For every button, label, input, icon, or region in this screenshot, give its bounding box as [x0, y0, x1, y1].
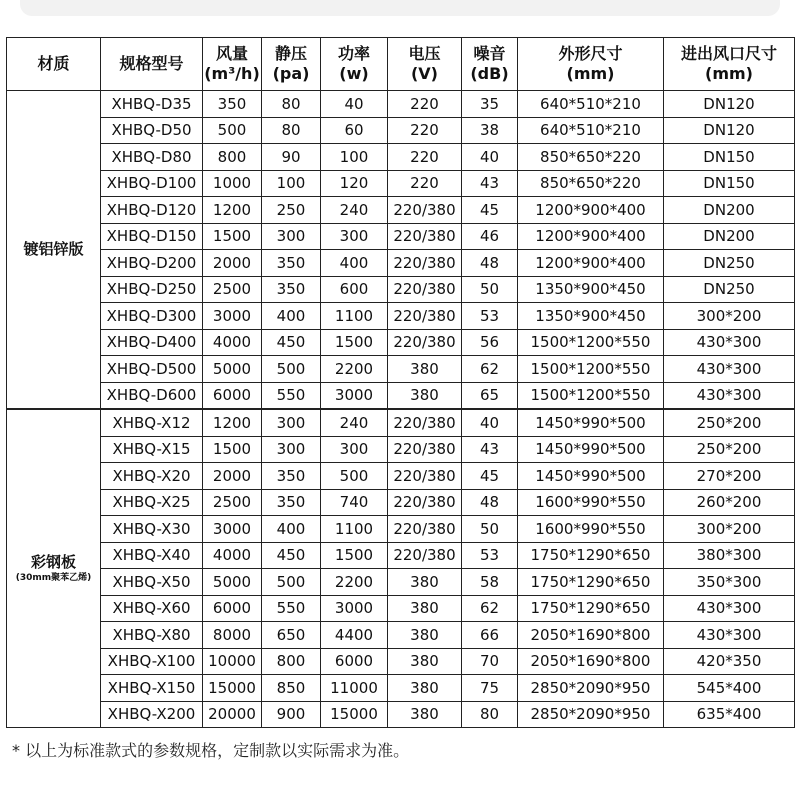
power-cell: 500 [321, 463, 388, 490]
power-cell: 60 [321, 117, 388, 144]
airflow-cell: 3000 [203, 303, 262, 330]
power-cell: 240 [321, 409, 388, 436]
airflow-cell: 350 [203, 91, 262, 118]
model-cell: XHBQ-X80 [101, 622, 203, 649]
airflow-cell: 5000 [203, 356, 262, 383]
noise-cell: 48 [462, 489, 518, 516]
voltage-cell: 380 [388, 356, 462, 383]
col-airflow [203, 38, 262, 91]
noise-cell: 50 [462, 276, 518, 303]
noise-cell: 70 [462, 648, 518, 675]
table-row [7, 197, 795, 224]
dimensions-cell: 1200*900*400 [518, 197, 664, 224]
table-row [7, 382, 795, 409]
table-row [7, 542, 795, 569]
col-dimensions-title: 外形尺寸 [558, 44, 623, 63]
port-size-cell: DN250 [664, 250, 795, 277]
power-cell: 1500 [321, 542, 388, 569]
col-noise-unit: (dB) [470, 64, 509, 83]
power-cell: 11000 [321, 675, 388, 702]
col-material: 材质 [7, 38, 101, 91]
voltage-cell: 220/380 [388, 516, 462, 543]
model-cell: XHBQ-D35 [101, 91, 203, 118]
spec-table [6, 37, 795, 728]
col-static-pressure-unit: (pa) [272, 64, 310, 83]
model-cell: XHBQ-X60 [101, 595, 203, 622]
power-cell: 240 [321, 197, 388, 224]
table-row [7, 117, 795, 144]
power-cell: 400 [321, 250, 388, 277]
table-row [7, 701, 795, 728]
voltage-cell: 220 [388, 91, 462, 118]
table-row [7, 463, 795, 490]
col-dimensions-unit: (mm) [566, 64, 615, 83]
power-cell: 740 [321, 489, 388, 516]
airflow-cell: 2000 [203, 463, 262, 490]
noise-cell: 56 [462, 329, 518, 356]
static-pressure-cell: 500 [262, 569, 321, 596]
power-cell: 2200 [321, 569, 388, 596]
dimensions-cell: 1350*900*450 [518, 276, 664, 303]
dimensions-cell: 1200*900*400 [518, 223, 664, 250]
noise-cell: 50 [462, 516, 518, 543]
airflow-cell: 1500 [203, 436, 262, 463]
port-size-cell: 430*300 [664, 329, 795, 356]
model-cell: XHBQ-X25 [101, 489, 203, 516]
power-cell: 300 [321, 436, 388, 463]
dimensions-cell: 2050*1690*800 [518, 622, 664, 649]
noise-cell: 48 [462, 250, 518, 277]
table-row [7, 329, 795, 356]
col-noise [462, 38, 518, 91]
noise-cell: 35 [462, 91, 518, 118]
voltage-cell: 220/380 [388, 276, 462, 303]
voltage-cell: 220 [388, 170, 462, 197]
power-cell: 1500 [321, 329, 388, 356]
voltage-cell: 380 [388, 569, 462, 596]
static-pressure-cell: 90 [262, 144, 321, 171]
noise-cell: 43 [462, 170, 518, 197]
power-cell: 40 [321, 91, 388, 118]
table-row [7, 356, 795, 383]
dimensions-cell: 2850*2090*950 [518, 675, 664, 702]
table-row [7, 276, 795, 303]
static-pressure-cell: 350 [262, 463, 321, 490]
port-size-cell: 260*200 [664, 489, 795, 516]
port-size-cell: 250*200 [664, 409, 795, 436]
table-row [7, 91, 795, 118]
col-port-size [664, 38, 795, 91]
port-size-cell: 430*300 [664, 595, 795, 622]
airflow-cell: 2500 [203, 276, 262, 303]
model-cell: XHBQ-D80 [101, 144, 203, 171]
airflow-cell: 5000 [203, 569, 262, 596]
power-cell: 3000 [321, 595, 388, 622]
table-row [7, 170, 795, 197]
port-size-cell: DN200 [664, 223, 795, 250]
dimensions-cell: 640*510*210 [518, 91, 664, 118]
col-static-pressure-title: 静压 [274, 44, 307, 63]
noise-cell: 45 [462, 197, 518, 224]
col-voltage [388, 38, 462, 91]
port-size-cell: 430*300 [664, 382, 795, 409]
table-row [7, 516, 795, 543]
voltage-cell: 220/380 [388, 223, 462, 250]
model-cell: XHBQ-X15 [101, 436, 203, 463]
voltage-cell: 220/380 [388, 329, 462, 356]
header-row [7, 38, 795, 91]
noise-cell: 65 [462, 382, 518, 409]
voltage-cell: 220 [388, 117, 462, 144]
table-row [7, 250, 795, 277]
model-cell: XHBQ-D400 [101, 329, 203, 356]
airflow-cell: 3000 [203, 516, 262, 543]
power-cell: 3000 [321, 382, 388, 409]
static-pressure-cell: 850 [262, 675, 321, 702]
voltage-cell: 380 [388, 622, 462, 649]
dimensions-cell: 2850*2090*950 [518, 701, 664, 728]
power-cell: 2200 [321, 356, 388, 383]
power-cell: 4400 [321, 622, 388, 649]
table-row [7, 675, 795, 702]
airflow-cell: 1200 [203, 197, 262, 224]
table-row [7, 489, 795, 516]
col-power [321, 38, 388, 91]
col-power-unit: (w) [339, 64, 369, 83]
port-size-cell: 270*200 [664, 463, 795, 490]
table-row [7, 223, 795, 250]
static-pressure-cell: 450 [262, 542, 321, 569]
dimensions-cell: 640*510*210 [518, 117, 664, 144]
port-size-cell: 300*200 [664, 303, 795, 330]
static-pressure-cell: 900 [262, 701, 321, 728]
col-model: 规格型号 [101, 38, 203, 91]
model-cell: XHBQ-X50 [101, 569, 203, 596]
port-size-cell: 250*200 [664, 436, 795, 463]
port-size-cell: 430*300 [664, 356, 795, 383]
noise-cell: 75 [462, 675, 518, 702]
dimensions-cell: 850*650*220 [518, 144, 664, 171]
voltage-cell: 380 [388, 675, 462, 702]
airflow-cell: 15000 [203, 675, 262, 702]
power-cell: 6000 [321, 648, 388, 675]
col-port-size-unit: (mm) [705, 64, 753, 83]
model-cell: XHBQ-D600 [101, 382, 203, 409]
top-bar-shape [20, 0, 780, 16]
noise-cell: 66 [462, 622, 518, 649]
static-pressure-cell: 250 [262, 197, 321, 224]
col-voltage-unit: (V) [410, 64, 438, 83]
dimensions-cell: 1500*1200*550 [518, 356, 664, 383]
voltage-cell: 220/380 [388, 436, 462, 463]
dimensions-cell: 1750*1290*650 [518, 595, 664, 622]
voltage-cell: 220/380 [388, 463, 462, 490]
model-cell: XHBQ-D50 [101, 117, 203, 144]
port-size-cell: 635*400 [664, 701, 795, 728]
col-port-size-title: 进出风口尺寸 [680, 44, 777, 63]
table-row [7, 569, 795, 596]
material-label: 彩钢板 [30, 553, 76, 571]
model-cell: XHBQ-D200 [101, 250, 203, 277]
voltage-cell: 220/380 [388, 542, 462, 569]
static-pressure-cell: 800 [262, 648, 321, 675]
spec-table-body [7, 91, 795, 728]
port-size-cell: DN120 [664, 117, 795, 144]
static-pressure-cell: 300 [262, 436, 321, 463]
voltage-cell: 380 [388, 595, 462, 622]
airflow-cell: 800 [203, 144, 262, 171]
power-cell: 1100 [321, 303, 388, 330]
voltage-cell: 220 [388, 144, 462, 171]
table-row [7, 648, 795, 675]
model-cell: XHBQ-X100 [101, 648, 203, 675]
static-pressure-cell: 450 [262, 329, 321, 356]
dimensions-cell: 1450*990*500 [518, 409, 664, 436]
static-pressure-cell: 350 [262, 250, 321, 277]
dimensions-cell: 850*650*220 [518, 170, 664, 197]
dimensions-cell: 2050*1690*800 [518, 648, 664, 675]
port-size-cell: 300*200 [664, 516, 795, 543]
static-pressure-cell: 100 [262, 170, 321, 197]
material-label: 镀铝锌版 [23, 240, 84, 258]
voltage-cell: 380 [388, 382, 462, 409]
dimensions-cell: 1500*1200*550 [518, 329, 664, 356]
airflow-cell: 20000 [203, 701, 262, 728]
dimensions-cell: 1450*990*500 [518, 436, 664, 463]
noise-cell: 53 [462, 542, 518, 569]
dimensions-cell: 1200*900*400 [518, 250, 664, 277]
model-cell: XHBQ-X30 [101, 516, 203, 543]
port-size-cell: DN250 [664, 276, 795, 303]
model-cell: XHBQ-D500 [101, 356, 203, 383]
airflow-cell: 1500 [203, 223, 262, 250]
voltage-cell: 220/380 [388, 197, 462, 224]
footnote: * 以上为标准款式的参数规格，定制款以实际需求为准。 [12, 741, 410, 760]
col-dimensions [518, 38, 664, 91]
dimensions-cell: 1350*900*450 [518, 303, 664, 330]
col-static-pressure [262, 38, 321, 91]
power-cell: 15000 [321, 701, 388, 728]
dimensions-cell: 1450*990*500 [518, 463, 664, 490]
material-note: (30mm聚苯乙烯) [15, 573, 92, 583]
power-cell: 300 [321, 223, 388, 250]
static-pressure-cell: 400 [262, 516, 321, 543]
model-cell: XHBQ-D120 [101, 197, 203, 224]
port-size-cell: 350*300 [664, 569, 795, 596]
airflow-cell: 6000 [203, 595, 262, 622]
noise-cell: 45 [462, 463, 518, 490]
model-cell: XHBQ-X40 [101, 542, 203, 569]
noise-cell: 46 [462, 223, 518, 250]
airflow-cell: 10000 [203, 648, 262, 675]
static-pressure-cell: 350 [262, 489, 321, 516]
port-size-cell: 545*400 [664, 675, 795, 702]
voltage-cell: 380 [388, 701, 462, 728]
voltage-cell: 220/380 [388, 303, 462, 330]
noise-cell: 40 [462, 144, 518, 171]
port-size-cell: DN150 [664, 144, 795, 171]
noise-cell: 62 [462, 595, 518, 622]
airflow-cell: 8000 [203, 622, 262, 649]
table-row [7, 436, 795, 463]
port-size-cell: DN200 [664, 197, 795, 224]
voltage-cell: 220/380 [388, 409, 462, 436]
noise-cell: 62 [462, 356, 518, 383]
noise-cell: 53 [462, 303, 518, 330]
voltage-cell: 220/380 [388, 250, 462, 277]
airflow-cell: 2000 [203, 250, 262, 277]
model-cell: XHBQ-D100 [101, 170, 203, 197]
airflow-cell: 6000 [203, 382, 262, 409]
power-cell: 600 [321, 276, 388, 303]
static-pressure-cell: 550 [262, 382, 321, 409]
port-size-cell: 430*300 [664, 622, 795, 649]
static-pressure-cell: 500 [262, 356, 321, 383]
table-row [7, 409, 795, 436]
static-pressure-cell: 80 [262, 117, 321, 144]
model-cell: XHBQ-X200 [101, 701, 203, 728]
model-cell: XHBQ-X12 [101, 409, 203, 436]
airflow-cell: 4000 [203, 329, 262, 356]
port-size-cell: DN120 [664, 91, 795, 118]
static-pressure-cell: 350 [262, 276, 321, 303]
model-cell: XHBQ-D250 [101, 276, 203, 303]
table-row [7, 622, 795, 649]
top-bar [0, 0, 800, 20]
model-cell: XHBQ-X20 [101, 463, 203, 490]
power-cell: 120 [321, 170, 388, 197]
power-cell: 1100 [321, 516, 388, 543]
noise-cell: 58 [462, 569, 518, 596]
table-row [7, 595, 795, 622]
col-airflow-title: 风量 [215, 44, 248, 63]
airflow-cell: 500 [203, 117, 262, 144]
airflow-cell: 2500 [203, 489, 262, 516]
material-cell [7, 91, 101, 410]
col-power-title: 功率 [337, 44, 370, 63]
noise-cell: 38 [462, 117, 518, 144]
noise-cell: 43 [462, 436, 518, 463]
table-row [7, 303, 795, 330]
static-pressure-cell: 550 [262, 595, 321, 622]
dimensions-cell: 1600*990*550 [518, 516, 664, 543]
airflow-cell: 4000 [203, 542, 262, 569]
voltage-cell: 380 [388, 648, 462, 675]
static-pressure-cell: 650 [262, 622, 321, 649]
dimensions-cell: 1750*1290*650 [518, 542, 664, 569]
airflow-cell: 1000 [203, 170, 262, 197]
voltage-cell: 220/380 [388, 489, 462, 516]
airflow-cell: 1200 [203, 409, 262, 436]
port-size-cell: 420*350 [664, 648, 795, 675]
model-cell: XHBQ-D300 [101, 303, 203, 330]
model-cell: XHBQ-X150 [101, 675, 203, 702]
static-pressure-cell: 300 [262, 409, 321, 436]
col-voltage-title: 电压 [408, 44, 441, 63]
col-airflow-unit: (m³/h) [204, 64, 260, 83]
port-size-cell: 380*300 [664, 542, 795, 569]
col-noise-title: 噪音 [473, 44, 506, 63]
static-pressure-cell: 300 [262, 223, 321, 250]
power-cell: 100 [321, 144, 388, 171]
noise-cell: 80 [462, 701, 518, 728]
model-cell: XHBQ-D150 [101, 223, 203, 250]
static-pressure-cell: 80 [262, 91, 321, 118]
static-pressure-cell: 400 [262, 303, 321, 330]
noise-cell: 40 [462, 409, 518, 436]
material-cell [7, 409, 101, 728]
table-row [7, 144, 795, 171]
dimensions-cell: 1600*990*550 [518, 489, 664, 516]
dimensions-cell: 1750*1290*650 [518, 569, 664, 596]
dimensions-cell: 1500*1200*550 [518, 382, 664, 409]
port-size-cell: DN150 [664, 170, 795, 197]
